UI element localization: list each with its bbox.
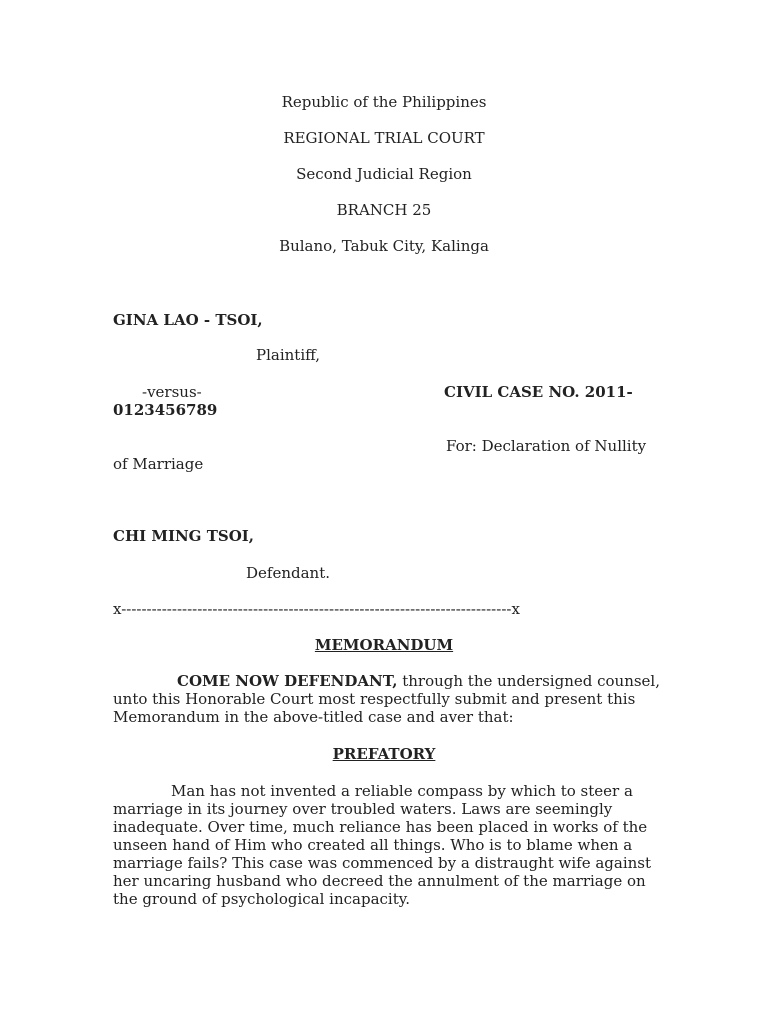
defendant-name: CHI MING TSOI, [113,527,255,545]
header-region: Second Judicial Region [296,165,472,183]
header-court: REGIONAL TRIAL COURT [283,129,485,147]
prefatory-title: PREFATORY [332,745,436,763]
case-nature-line1: For: Declaration of Nullity [446,437,647,455]
versus-text: -versus- [142,383,202,401]
header-location: Bulano, Tabuk City, Kalinga [279,237,489,255]
intro-bold-text: COME NOW DEFENDANT, [177,672,398,690]
memorandum-intro [113,672,663,726]
header-branch: BRANCH 25 [336,201,432,219]
plaintiff-label: Plaintiff, [256,346,321,364]
defendant-label: Defendant. [246,564,330,582]
case-number-line1: CIVIL CASE NO. 2011- [444,383,633,401]
intro-body-text: through the undersigned counsel, unto this Honorable Court most respectfully submit and present this Memorandum in the above-titled case and aver that: [113,672,660,726]
memorandum-title: MEMORANDUM [314,636,454,654]
case-number-line2: 0123456789 [113,401,218,419]
case-nature-line2: of Marriage [113,455,204,473]
prefatory-paragraph [113,782,663,908]
plaintiff-name: GINA LAO - TSOI, [113,311,263,329]
header-republic: Republic of the Philippines [281,93,487,111]
prefatory-body-text: Man has not invented a reliable compass by which to steer a marriage in its journey over troubled waters. Laws are seemingly inadequate. Over time, much reliance has been placed in works of the unseen hand of Him who created all things. Who is to blame when a marriage fails? This case was commenced by a distraught wife against her uncaring husband who decreed the annulment of the marriage on the ground of psychological incapacity. [113,782,652,908]
caption-divider: x-----------------------------------------------------------------------------x [113,600,520,618]
